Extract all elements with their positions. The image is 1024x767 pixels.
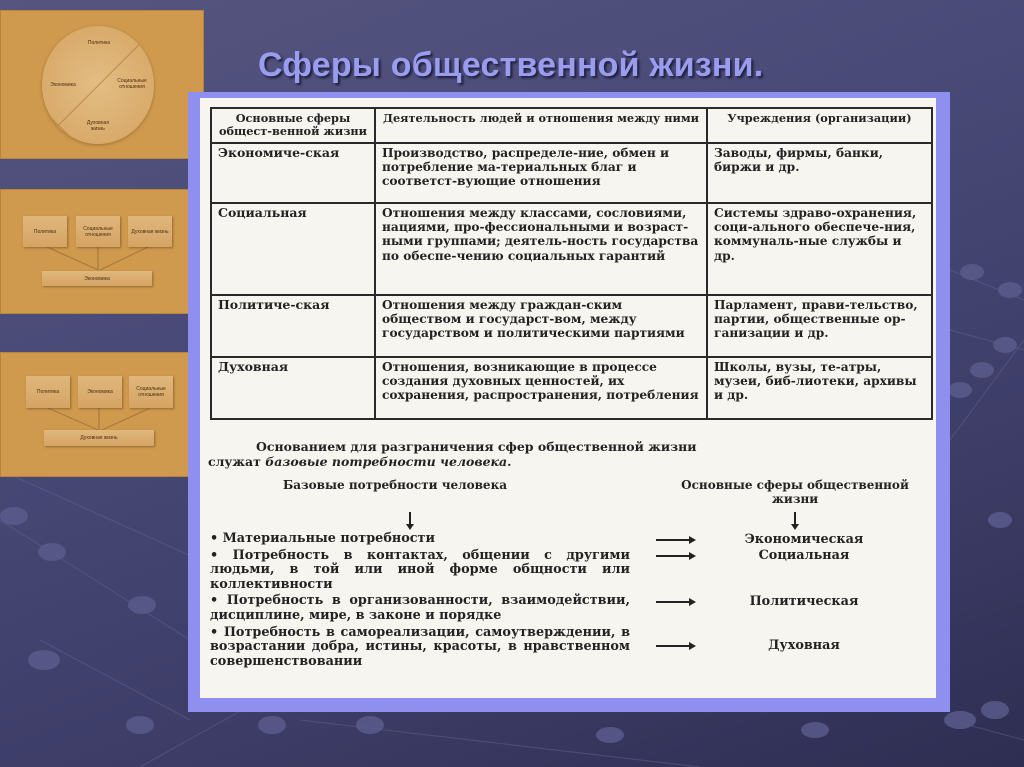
connector-lines <box>0 352 204 477</box>
cell-activity: Отношения между граждан-ским обществом и государст-вом, между государством и политическими партиями <box>375 295 707 357</box>
box-politics: Политика <box>23 216 67 247</box>
cell-sphere: Духовная <box>211 357 375 419</box>
list-item <box>646 548 926 564</box>
sphere-label: Духовная <box>768 638 840 653</box>
table-row <box>211 295 932 357</box>
segment-spiritual: Духовная жизнь <box>86 120 110 132</box>
cell-institutions: Школы, вузы, те-атры, музеи, биб-лиотеки, архивы и др. <box>707 357 932 419</box>
spheres-table <box>210 107 933 420</box>
table-row <box>211 143 932 203</box>
cell-activity: Отношения, возникающие в процессе создания духовных ценностей, их сохранения, распространения, потребления <box>375 357 707 419</box>
spheres-header: Основные сферы общественной жизни <box>681 478 909 506</box>
segment-economy: Экономика <box>50 82 76 88</box>
needs-list <box>210 532 630 671</box>
cell-sphere: Социальная <box>211 203 375 295</box>
down-arrow-icon <box>794 512 796 526</box>
cell-institutions: Парламент, прави-тельство, партии, общественные ор-ганизации и др. <box>707 295 932 357</box>
list-item <box>646 532 926 548</box>
list-item <box>646 638 926 654</box>
basis-tail <box>208 454 926 469</box>
slide-title: Сферы общественной жизни. <box>258 46 764 84</box>
right-arrow-icon <box>656 645 692 647</box>
scanned-page <box>200 98 936 698</box>
right-arrow-icon <box>656 539 692 541</box>
box-economy: Экономика <box>42 271 152 286</box>
basis-tail-prefix: служат <box>208 454 266 469</box>
box-politics: Политика <box>26 376 70 408</box>
down-arrow-icon <box>409 512 411 526</box>
sphere-label: Социальная <box>758 548 850 563</box>
box-spiritual: Духовная жизнь <box>44 430 154 446</box>
basis-paragraph <box>208 439 926 469</box>
segment-politics: Политика <box>87 40 111 46</box>
header-sphere: Основные сферы общест-венной жизни <box>211 108 375 143</box>
cell-sphere: Экономиче-ская <box>211 143 375 203</box>
table-header-row <box>211 108 932 143</box>
basis-tail-suffix: . <box>507 454 512 469</box>
right-arrow-icon <box>656 601 692 603</box>
segment-social: Социальные отношения <box>117 78 147 90</box>
list-item <box>646 594 926 610</box>
table-row <box>211 203 932 295</box>
cell-institutions: Системы здраво-охранения, соци-ального обеспече-ния, коммуналь-ные службы и др. <box>707 203 932 295</box>
cell-activity: Производство, распределе-ние, обмен и потребление ма-териальных благ и соответст-вующие отношения <box>375 143 707 203</box>
basis-emphasis: базовые потребности человека <box>265 454 508 469</box>
right-arrow-icon <box>656 555 692 557</box>
list-item: • Потребность в организованности, взаимодействии, дисциплине, мире, в законе и порядке <box>210 593 630 623</box>
needs-header: Базовые потребности человека <box>282 478 508 492</box>
cell-institutions: Заводы, фирмы, банки, биржи и др. <box>707 143 932 203</box>
list-item: • Потребность в контактах, общении с другими людьми, в той или иной форме общности или коллективности <box>210 547 630 592</box>
basis-lead: Основанием для разграничения сфер общественной жизни <box>256 439 697 454</box>
sphere-label: Экономическая <box>744 532 864 547</box>
spheres-circle <box>42 26 154 144</box>
cell-sphere: Политиче-ская <box>211 295 375 357</box>
thumbnail-spiritual-base <box>0 352 204 477</box>
header-activity: Деятельность людей и отношения между ними <box>375 108 707 143</box>
box-economy: Экономика <box>78 376 122 408</box>
header-institutions: Учреждения (организации) <box>707 108 932 143</box>
connector-lines <box>0 189 204 314</box>
thumbnail-economy-base <box>0 189 204 314</box>
box-social: Социальные отношения <box>76 216 120 247</box>
sphere-label: Политическая <box>749 594 859 609</box>
list-item: • Потребность в самореализации, самоутверждении, в возрастании добра, истины, красоты, в нравственном совершенствовании <box>210 624 630 669</box>
table-row <box>211 357 932 419</box>
box-social: Социальные отношения <box>129 376 173 408</box>
cell-activity: Отношения между классами, сословиями, нациями, про-фессиональными и возраст-ными группами; деятель-ность государства по обеспе-чению социальных гарантий <box>375 203 707 295</box>
thumbnail-circle-diagram <box>0 10 204 159</box>
box-spiritual: Духовная жизнь <box>128 216 172 247</box>
list-item: • Материальные потребности <box>210 531 435 546</box>
document-frame <box>188 92 950 712</box>
